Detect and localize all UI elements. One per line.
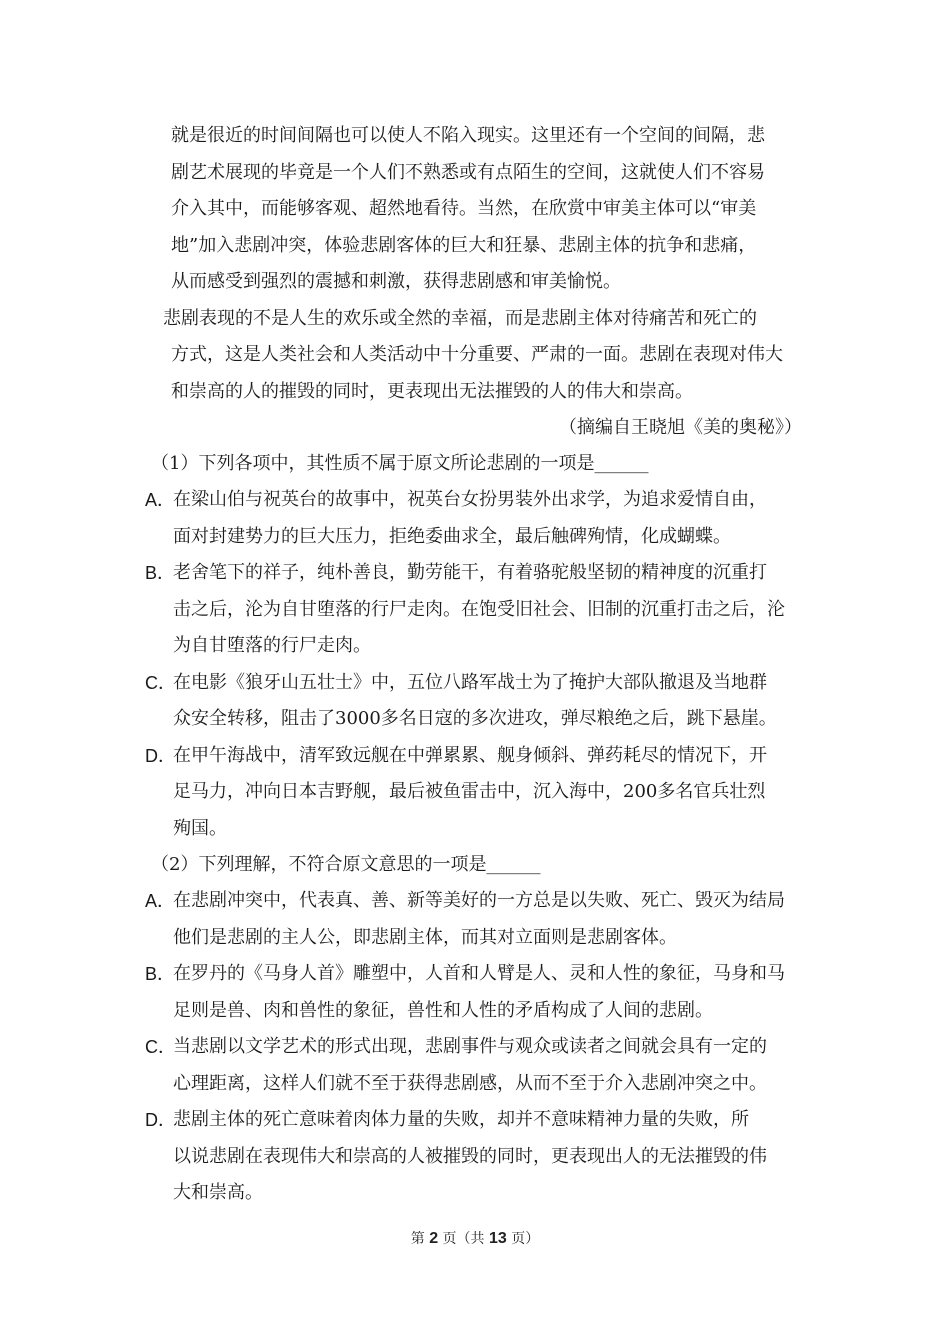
footer-prefix: 第 xyxy=(410,1231,425,1247)
option-line: 足则是兽、肉和兽性的象征，兽性和人性的矛盾构成了人间的悲剧。 xyxy=(173,999,713,1021)
option-letter: B． xyxy=(145,563,176,583)
footer-suffix: 页） xyxy=(511,1231,540,1247)
question-1-stem: （1）下列各项中，其性质不属于原文所论悲剧的一项是______ xyxy=(151,453,649,474)
option-line: 为自甘堕落的行尸走肉。 xyxy=(173,635,371,656)
option-line: 以说悲剧在表现伟大和崇高的人被摧毁的同时，更表现出人的无法摧毁的伟 xyxy=(173,1145,767,1167)
option-line: 在罗丹的《马身人首》雕塑中，人首和人臂是人、灵和人性的象征，马身和马 xyxy=(173,963,785,984)
option-line: 悲剧主体的死亡意味着肉体力量的失败，却并不意味精神力量的失败，所 xyxy=(173,1109,749,1130)
question-2-stem: （2）下列理解，不符合原文意思的一项是______ xyxy=(151,854,541,875)
question-1-option-a xyxy=(145,482,810,555)
footer-page-number: 2 xyxy=(429,1230,439,1247)
option-line: 在甲午海战中，清军致远舰在中弹累累、舰身倾斜、弹药耗尽的情况下，开 xyxy=(173,744,767,766)
text-line: 介入其中，而能够客观、超然地看待。当然，在欣赏中审美主体可以“审美 xyxy=(171,198,757,219)
option-letter: C． xyxy=(145,672,176,693)
text-line: 剧艺术展现的毕竟是一个人们不熟悉或有点陌生的空间，这就使人们不容易 xyxy=(171,161,765,183)
option-line: 在电影《狼牙山五壮士》中，五位八路军战士为了掩护大部队撤退及当地群 xyxy=(173,671,767,693)
option-letter: A． xyxy=(145,490,176,510)
option-line: 大和崇高。 xyxy=(173,1182,263,1203)
option-line: 当悲剧以文学艺术的形式出现，悲剧事件与观众或读者之间就会具有一定的 xyxy=(173,1036,767,1057)
text-line: 和崇高的人的摧毁的同时，更表现出无法摧毁的人的伟大和崇高。 xyxy=(171,380,693,402)
option-line: 击之后，沦为自甘堕落的行尸走肉。在饱受旧社会、旧制的沉重打击之后，沦 xyxy=(173,598,785,620)
option-letter: D． xyxy=(145,1110,176,1130)
option-line: 足马力，冲向日本吉野舰，最后被鱼雷击中，沉入海中，200多名官兵壮烈 xyxy=(173,781,766,802)
option-line: 心理距离，这样人们就不至于获得悲剧感，从而不至于介入悲剧冲突之中。 xyxy=(173,1072,767,1094)
passage-paragraph-final xyxy=(145,301,810,411)
page-content xyxy=(145,118,810,1212)
option-line: 老舍笔下的祥子，纯朴善良，勤劳能干，有着骆驼般坚韧的精神度的沉重打 xyxy=(173,562,767,583)
text-line: 从而感受到强烈的震撼和刺激，获得悲剧感和审美愉悦。 xyxy=(171,271,621,292)
option-letter: C． xyxy=(145,1037,176,1057)
option-letter: B． xyxy=(145,964,176,984)
question-2-option-c xyxy=(145,1029,810,1102)
option-line: 他们是悲剧的主人公，即悲剧主体，而其对立面则是悲剧客体。 xyxy=(173,926,677,948)
question-1-option-b xyxy=(145,555,810,665)
passage-paragraph-continued xyxy=(145,118,810,301)
question-2-option-b xyxy=(145,956,810,1029)
question-1-option-d xyxy=(145,738,810,848)
option-line: 面对封建势力的巨大压力，拒绝委曲求全，最后触碑殉情，化成蝴蝶。 xyxy=(173,525,731,547)
option-line: 殉国。 xyxy=(173,817,227,839)
option-line: 众安全转移，阻击了3000多名日寇的多次进攻，弹尽粮绝之后，跳下悬崖。 xyxy=(173,708,777,729)
question-2-option-a xyxy=(145,883,810,956)
text-line: 方式，这是人类社会和人类活动中十分重要、严肃的一面。悲剧在表现对伟大 xyxy=(171,344,783,365)
option-letter: A． xyxy=(145,891,176,911)
question-2-option-d xyxy=(145,1102,810,1212)
text-line: 悲剧表现的不是人生的欢乐或全然的幸福，而是悲剧主体对待痛苦和死亡的 xyxy=(163,307,757,329)
footer-total-pages: 13 xyxy=(489,1230,507,1247)
passage-source: （摘编自王晓旭《美的奥秘》） xyxy=(559,417,802,438)
question-1-option-c xyxy=(145,665,810,738)
text-line: 就是很近的时间间隔也可以使人不陷入现实。这里还有一个空间的间隔，悲 xyxy=(171,125,765,146)
footer-middle: 页（共 xyxy=(442,1231,485,1247)
page-footer xyxy=(0,1228,950,1248)
option-line: 在梁山伯与祝英台的故事中，祝英台女扮男装外出求学，为追求爱情自由， xyxy=(173,489,767,510)
option-line: 在悲剧冲突中，代表真、善、新等美好的一方总是以失败、死亡、毁灭为结局 xyxy=(173,890,785,911)
text-line: 地”加入悲剧冲突，体验悲剧客体的巨大和狂暴、悲剧主体的抗争和悲痛， xyxy=(171,234,757,256)
option-letter: D． xyxy=(145,745,176,766)
